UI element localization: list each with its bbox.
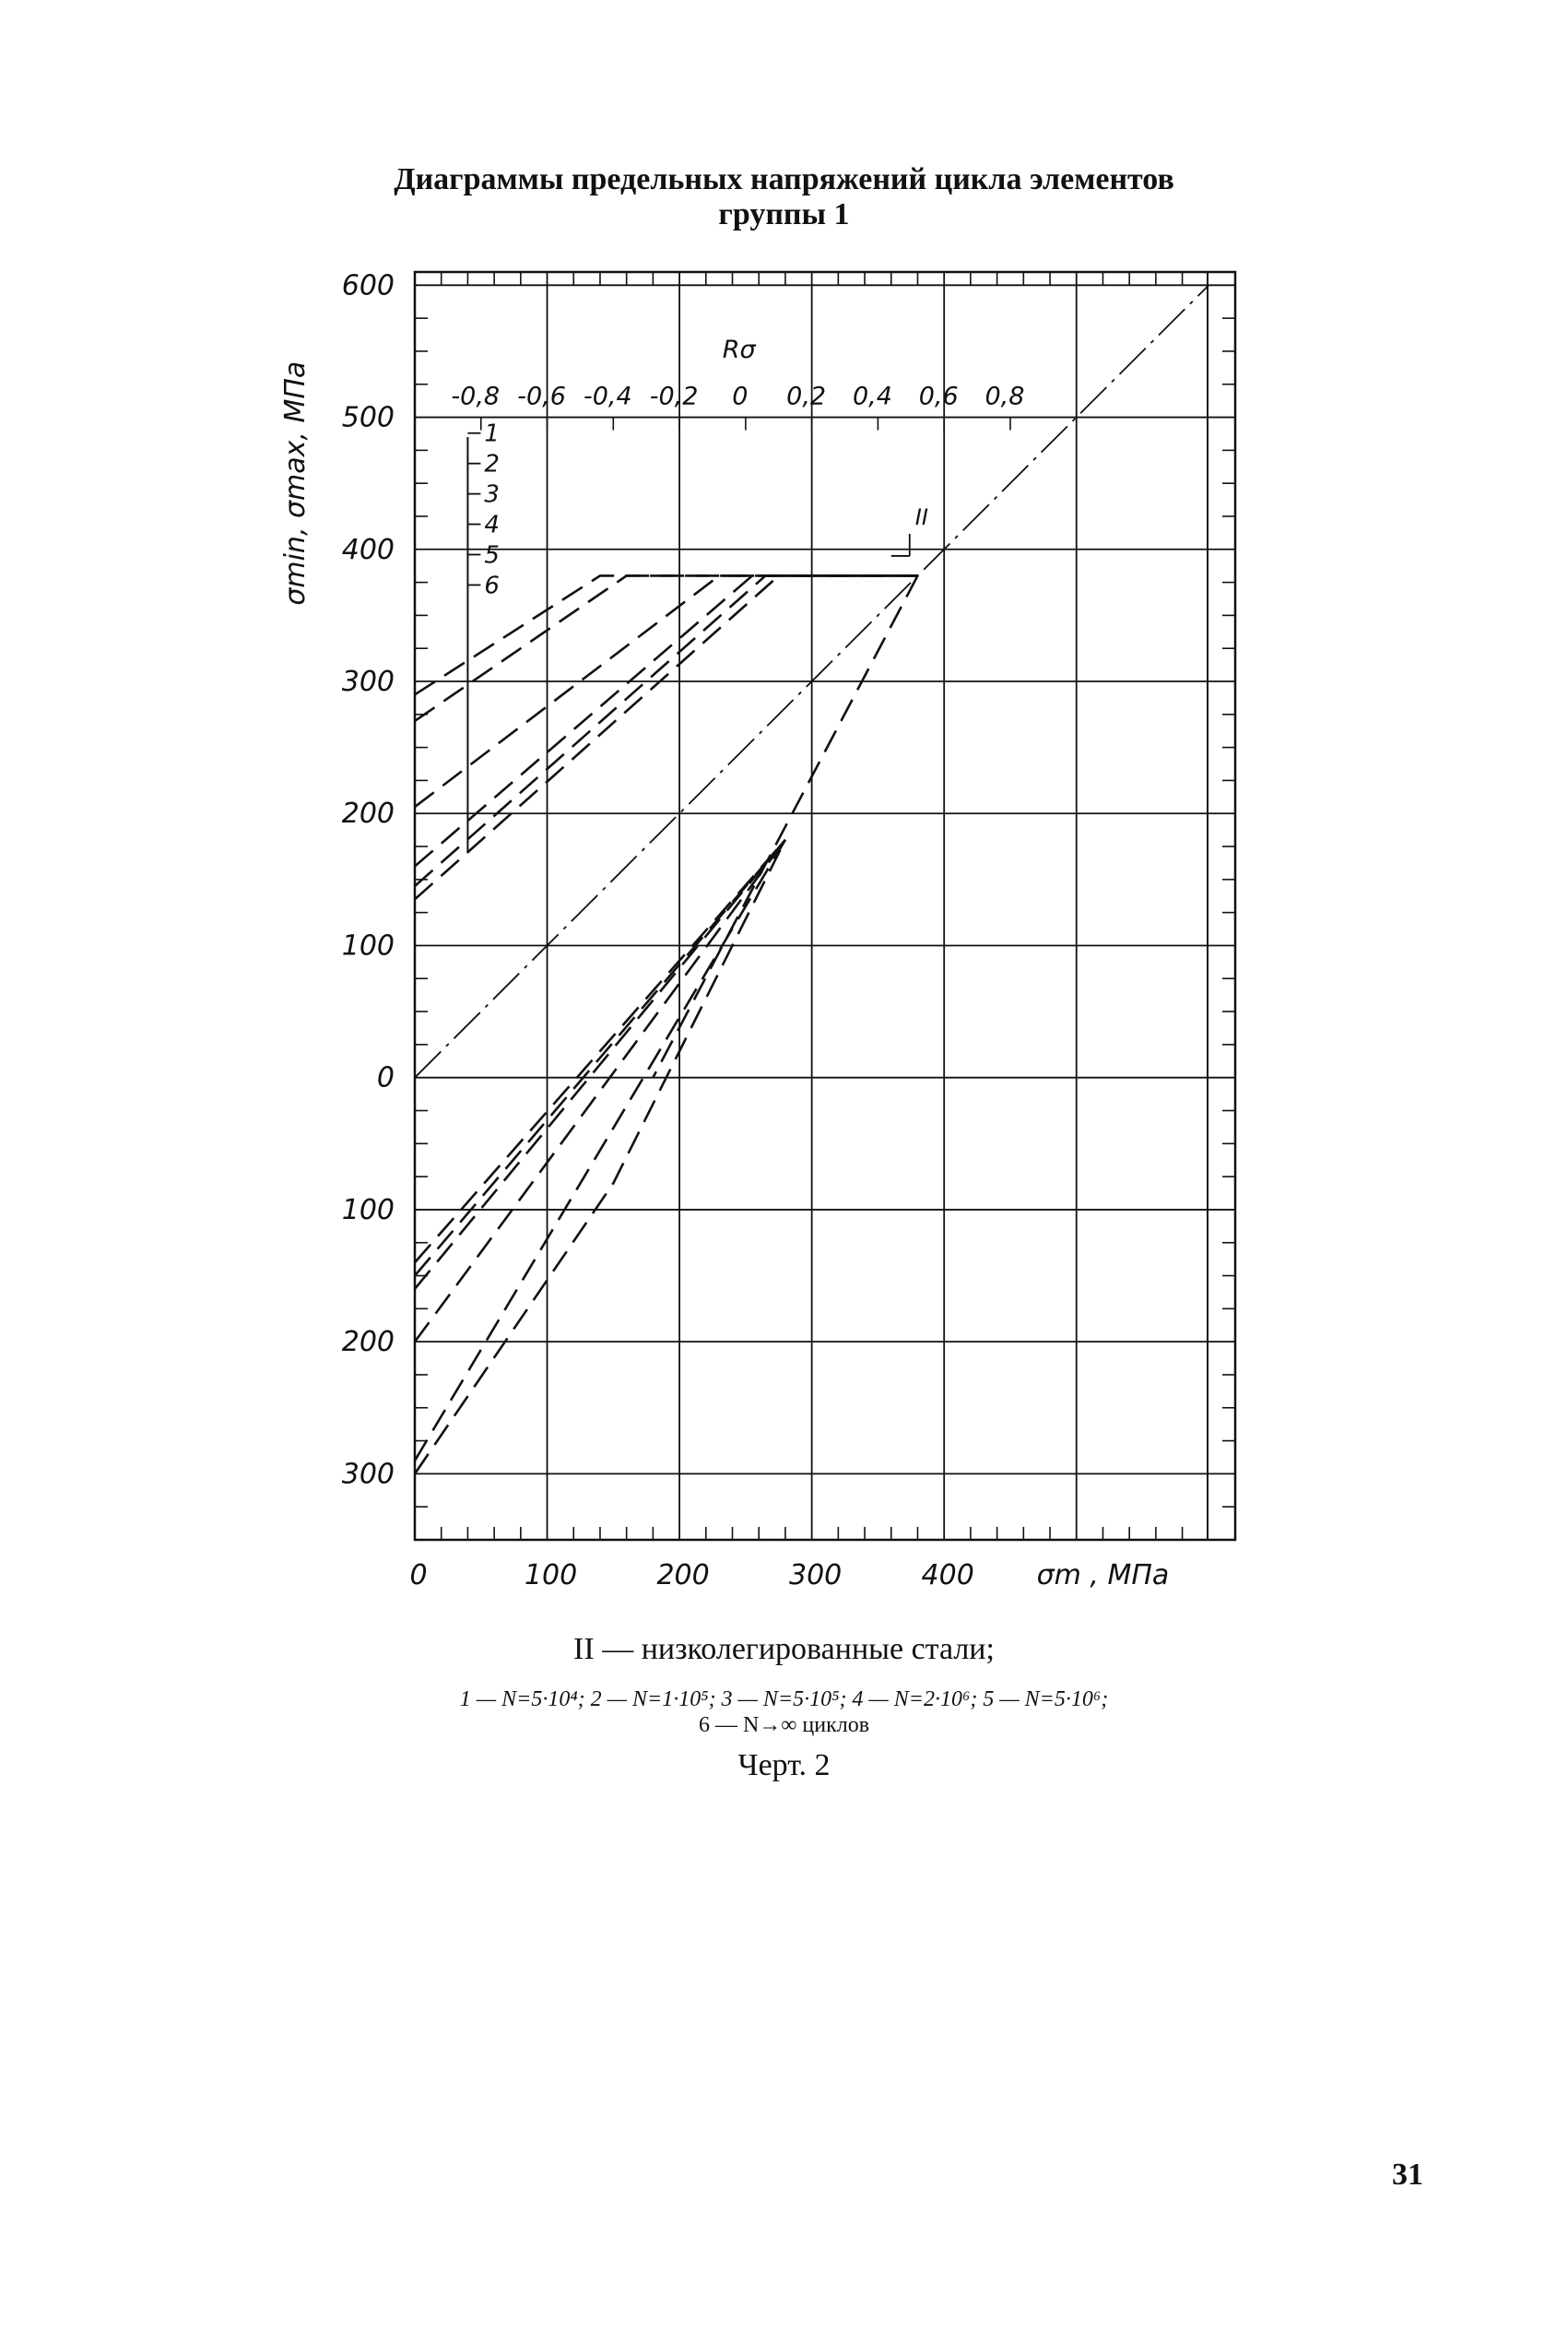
y-tick-label: 0 [376,1061,395,1094]
y-tick-label: 500 [341,401,395,434]
legend-label: 6 [484,572,500,600]
x-tick-label: 100 [524,1559,578,1591]
plot-frame [415,272,1235,1540]
y-tick-label: 100 [341,929,395,963]
y-tick-label: 100 [341,1193,395,1226]
r-scale-label: 0,4 [852,382,892,411]
figure-caption: Черт. 2 [737,1748,831,1782]
stress-limit-chart [258,258,1309,1604]
series-1-lower [415,840,785,1262]
r-scale-label: 0 [732,382,749,411]
legend-caption-line-1: 1 — N=5·10⁴; 2 — N=1·10⁵; 3 — N=5·10⁵; 4 — N=2·10⁶; 5 — N=5·10⁶; [459,1687,1109,1711]
series-6-upper [415,575,917,899]
page-number: 31 [1392,2158,1423,2192]
r-scale-label: -0,2 [649,382,699,411]
legend-label: 5 [484,541,500,570]
y-tick-label: 200 [341,1326,395,1359]
group-II-label: II [914,503,928,530]
chart-title-line-2: группы 1 [718,197,850,231]
legend-label: 2 [484,450,500,479]
y-tick-label: 600 [341,269,395,302]
r-scale-label: -0,4 [583,382,632,411]
y-tick-label: 400 [341,533,395,566]
y-axis-label: σmin, σmax, МПа [279,361,312,606]
r-axis-label: Rσ [722,336,756,365]
x-tick-label: 0 [409,1559,428,1591]
y-tick-label: 300 [341,666,395,699]
series-5-upper [415,575,917,886]
x-tick-label: 300 [789,1559,843,1591]
legend-label: 1 [484,420,500,448]
series-4-lower [415,840,785,1342]
y-tick-label: 200 [341,798,395,831]
series-3-upper [415,575,917,807]
group-caption: II — низколегированные стали; [573,1632,995,1666]
x-tick-label: 400 [921,1559,974,1591]
r-scale-label: 0,6 [918,382,959,411]
x-tick-label: 200 [656,1559,710,1591]
legend-caption-line-2: 6 — N→∞ циклов [698,1713,870,1737]
series-3-lower [415,840,785,1289]
legend-label: 3 [484,480,500,509]
y-tick-label: 300 [341,1458,395,1491]
r-scale-label: -0,6 [517,382,566,411]
legend-label: 4 [484,511,500,539]
chart-title-line-1: Диаграммы предельных напряжений цикла элементов [394,162,1174,196]
r-scale-label: -0,8 [451,382,501,411]
x-axis-label: σm , МПа [1036,1559,1170,1591]
r-scale-label: 0,2 [786,382,827,411]
r-scale-label: 0,8 [984,382,1025,411]
